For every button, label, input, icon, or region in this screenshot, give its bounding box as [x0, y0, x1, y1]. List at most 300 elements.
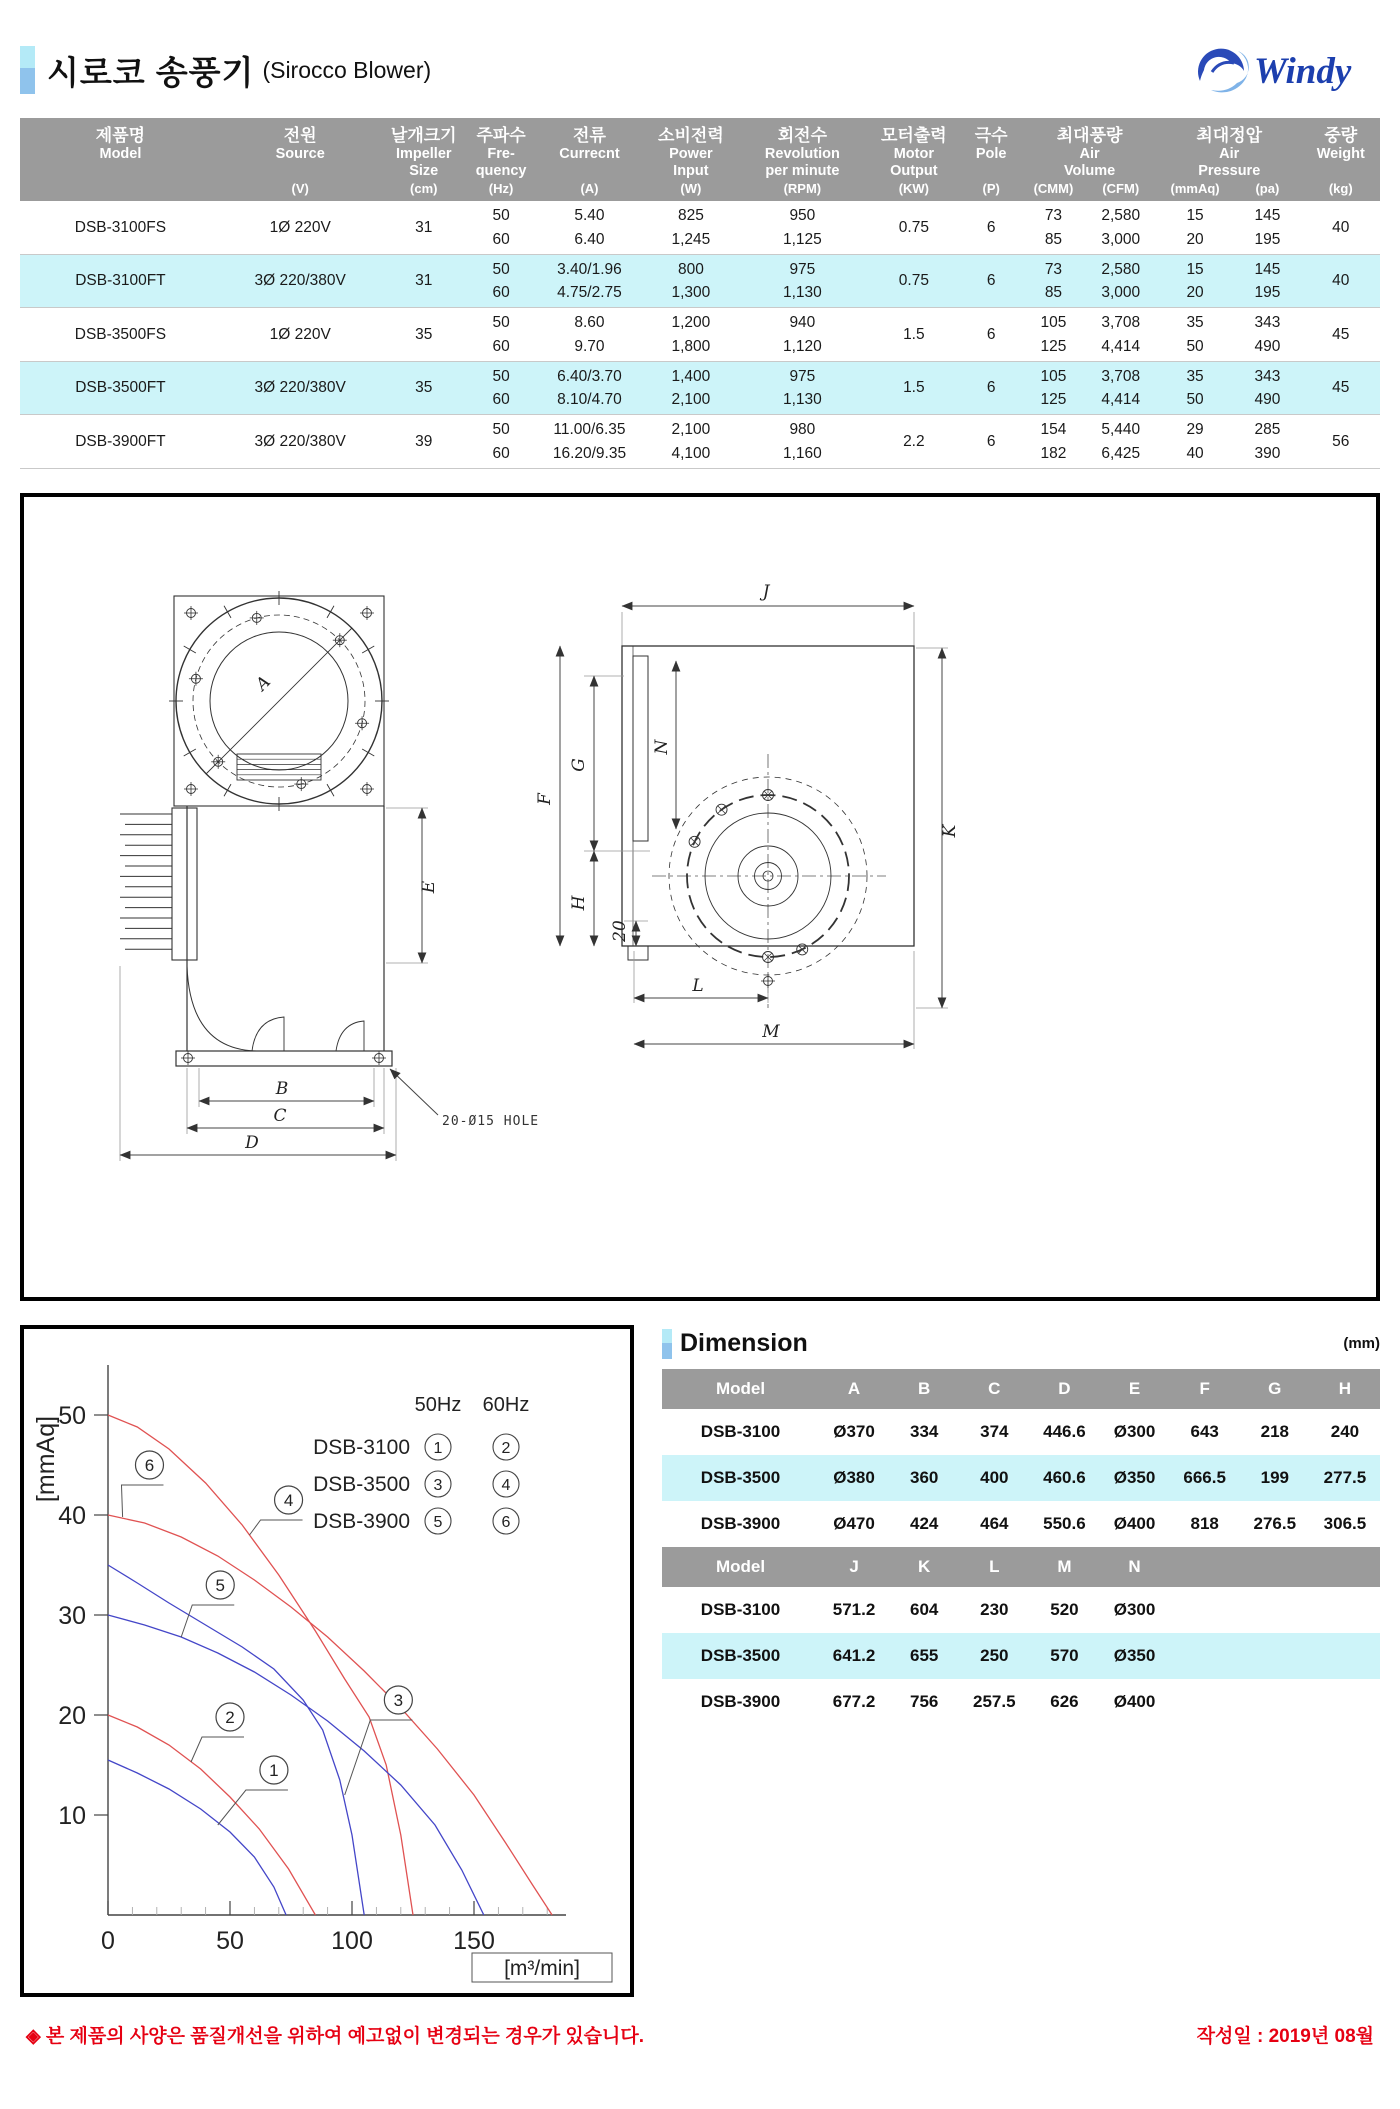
dim-cell-value: 334: [909, 1421, 939, 1441]
spec-unit-pressure-1: (pa): [1233, 181, 1301, 201]
dim-cell-value: 655: [889, 1633, 959, 1679]
spec-cell-cmm: [1022, 415, 1084, 469]
spec-col-rpm: [737, 118, 868, 181]
dim-cell-value: 400: [959, 1455, 1029, 1501]
spec-cell-pole: 6: [960, 415, 1022, 469]
spec-cell-current-60hz: 8.10/4.70: [557, 391, 622, 409]
legend-model-label: DSB-3100: [313, 1435, 410, 1459]
dim-cell-value: 550.6: [1043, 1513, 1086, 1533]
dim-label-20: 20: [610, 920, 630, 942]
spec-cell-cmm-60hz: 125: [1040, 391, 1067, 409]
spec-cell-cmm-60hz: 125: [1040, 337, 1067, 355]
spec-cell-hz-60hz: 60: [492, 337, 510, 355]
col-label-en: per minute: [765, 163, 840, 180]
spec-cell-power-60hz: 1,245: [671, 230, 711, 248]
spec-cell-power-50hz: 825: [677, 207, 704, 225]
page-footer: [20, 2017, 1380, 2048]
spec-row-DSB-3100FT: [20, 254, 1380, 308]
spec-cell-model: DSB-3500FT: [20, 361, 221, 415]
dim-cell-value: Ø380: [819, 1455, 889, 1501]
plus-mark-icons: [181, 606, 775, 1065]
spec-cell-hz-50hz: 50: [492, 314, 510, 332]
y-tick-label: 50: [58, 1401, 86, 1430]
spec-cell-current: [534, 308, 644, 362]
spec-cell-motor: 0.75: [868, 254, 960, 308]
spec-cell-cfm-60hz: 6,425: [1101, 444, 1141, 462]
spec-cell-rpm: [737, 254, 868, 308]
spec-unit-volume-1: (CFM): [1085, 181, 1157, 201]
col-label-en: Power: [669, 146, 713, 163]
col-label-en: Pressure: [1198, 163, 1261, 180]
dim-cell-value: 460.6: [1029, 1455, 1099, 1501]
spec-cell-current-50hz: 8.60: [574, 314, 605, 332]
spec-cell-pa-50hz: 145: [1254, 207, 1281, 225]
spec-cell-cfm-60hz: 4,414: [1101, 337, 1141, 355]
spec-row-DSB-3900FT: [20, 415, 1380, 469]
windy-logo-mark: [1198, 49, 1249, 93]
spec-unit-volume-0: (CMM): [1022, 181, 1084, 201]
dim-cell-value: 666.5: [1170, 1455, 1240, 1501]
dim-cell-value: 571.2: [832, 1599, 876, 1619]
spec-cell-model: DSB-3100FS: [20, 201, 221, 254]
dim-label-C: C: [273, 1105, 287, 1126]
dim-cell-value: 643: [1190, 1421, 1219, 1441]
spec-cell-current: [534, 254, 644, 308]
spec-cell-pole: 6: [960, 308, 1022, 362]
col-label-ko: 중량: [1324, 126, 1358, 145]
spec-cell-power: [645, 308, 737, 362]
spec-cell-cmm-60hz: 85: [1044, 230, 1063, 248]
spec-unit-source: (V): [221, 181, 380, 201]
dim-cell-value: 230: [980, 1599, 1009, 1619]
y-tick-label: 10: [58, 1801, 86, 1830]
legend-mark-number: 1: [433, 1439, 443, 1457]
dim-label-L: L: [692, 975, 704, 996]
legend-hz-header: 50Hz: [414, 1393, 462, 1416]
col-label-en: Model: [99, 146, 142, 163]
spec-cell-cmm: [1022, 308, 1084, 362]
spec-cell-mmaq-50hz: 29: [1186, 421, 1204, 439]
spec-cell-rpm-50hz: 940: [789, 314, 816, 332]
spec-cell-pa-60hz: 490: [1254, 337, 1281, 355]
dim-label-H: H: [569, 895, 589, 911]
dim-col-E: E: [1099, 1369, 1169, 1409]
dim-cell-value: 756: [909, 1691, 939, 1711]
col-label-ko: 제품명: [95, 126, 146, 145]
footer-note: ◈ 본 제품의 사양은 품질개선을 위하여 예고없이 변경되는 경우가 있습니다.: [26, 2025, 645, 2047]
col-label-en: Source: [275, 146, 325, 163]
spec-cell-impeller: 39: [380, 415, 468, 469]
spec-cell-mmaq: [1157, 254, 1233, 308]
dim-head-row: [662, 1369, 1380, 1409]
spec-cell-motor: 0.75: [868, 201, 960, 254]
col-label-en: Impeller: [395, 146, 452, 163]
dim-col-Model: Model: [662, 1547, 819, 1587]
spec-cell-current-50hz: 11.00/6.35: [553, 421, 626, 439]
spec-unit-power: (W): [645, 181, 737, 201]
dim-cell-value: Ø400: [1113, 1691, 1156, 1711]
spec-cell-cfm: [1085, 415, 1157, 469]
spec-col-pole: [960, 118, 1022, 181]
spec-cell-mmaq-60hz: 20: [1186, 230, 1204, 248]
spec-cell-power-50hz: 1,200: [671, 314, 711, 332]
dim-cell-value: Ø370: [833, 1421, 875, 1441]
dim-col-G: G: [1240, 1369, 1310, 1409]
dim-cell-value: 374: [980, 1421, 1009, 1441]
spec-cell-pa-60hz: 390: [1254, 444, 1281, 462]
dim-cell-value: 424: [909, 1513, 939, 1533]
shaft-circles: [652, 754, 886, 1008]
spec-cell-source: 3Ø 220/380V: [221, 254, 380, 308]
col-label-en: Output: [890, 163, 938, 180]
dim-label-J: J: [762, 581, 770, 602]
dim-cell-empty: [1310, 1633, 1380, 1679]
spec-cell-cfm: [1085, 254, 1157, 308]
spec-cell-motor: 1.5: [868, 308, 960, 362]
spec-cell-power-50hz: 800: [677, 260, 704, 278]
spec-cell-power-50hz: 2,100: [671, 421, 711, 439]
spec-cell-weight: 56: [1302, 415, 1380, 469]
spec-cell-hz: [468, 254, 534, 308]
dim-row-DSB-3900: [662, 1679, 1380, 1725]
spec-cell-pa: [1233, 201, 1301, 254]
spec-cell-cmm: [1022, 201, 1084, 254]
spec-cell-hz-60hz: 60: [492, 230, 510, 248]
spec-cell-hz: [468, 201, 534, 254]
dim-cell-empty: [1170, 1679, 1240, 1725]
spec-cell-current: [534, 415, 644, 469]
spec-col-pressure: [1157, 118, 1302, 181]
spec-cell-mmaq-50hz: 15: [1186, 260, 1204, 278]
col-label-ko: 전류: [573, 126, 606, 145]
dim-label-K: K: [940, 824, 960, 838]
dim-cell-value: Ø350: [1099, 1633, 1169, 1679]
x-tick-label: 150: [453, 1926, 495, 1955]
spec-cell-rpm: [737, 361, 868, 415]
dim-label-B: B: [275, 1078, 289, 1099]
dim-cell-value: 199: [1240, 1455, 1310, 1501]
dim-cell-value: 464: [980, 1513, 1009, 1533]
legend-mark-number: 2: [501, 1439, 511, 1457]
spec-cell-cmm-50hz: 73: [1044, 207, 1063, 225]
spec-cell-cfm-50hz: 3,708: [1101, 314, 1141, 332]
dim-cell-value: 276.5: [1253, 1513, 1297, 1533]
dim-row-DSB-3500: [662, 1455, 1380, 1501]
dim-head-row: [662, 1547, 1380, 1587]
spec-cell-rpm-50hz: 980: [789, 421, 816, 439]
curve-mark-number: 4: [283, 1490, 294, 1510]
y-tick-label: 30: [58, 1601, 86, 1630]
dim-label-E: E: [419, 880, 439, 894]
dim-cell-value: 446.6: [1043, 1421, 1086, 1441]
spec-unit-rpm: (RPM): [737, 181, 868, 201]
spec-cell-cmm-50hz: 105: [1040, 314, 1067, 332]
col-label-en: Fre-: [487, 146, 515, 163]
spec-cell-mmaq-60hz: 20: [1186, 284, 1204, 302]
spec-cell-current-50hz: 6.40/3.70: [557, 367, 622, 385]
dim-cell-value: Ø400: [1113, 1513, 1156, 1533]
dim-col-N: N: [1099, 1547, 1169, 1587]
dim-cell-model: DSB-3900: [700, 1513, 781, 1533]
dim-cell-value: 218: [1260, 1421, 1289, 1441]
spec-cell-hz: [468, 361, 534, 415]
spec-cell-mmaq: [1157, 201, 1233, 254]
blower-drawing-svg: [24, 497, 1376, 1297]
spec-cell-model: DSB-3100FT: [20, 254, 221, 308]
spec-cell-rpm-60hz: 1,130: [782, 391, 822, 409]
spec-cell-mmaq-50hz: 35: [1186, 367, 1204, 385]
col-label-en: Volume: [1063, 163, 1116, 180]
spec-unit-current: (A): [534, 181, 644, 201]
dim-col-D: D: [1029, 1369, 1099, 1409]
col-label-ko: 모터출력: [881, 126, 947, 145]
spec-cell-hz: [468, 308, 534, 362]
spec-cell-mmaq-60hz: 40: [1186, 444, 1204, 462]
col-label-ko: 주파수: [476, 126, 526, 145]
spec-table-header: [20, 118, 1380, 201]
spec-cell-mmaq: [1157, 415, 1233, 469]
spec-cell-cmm: [1022, 254, 1084, 308]
dimension-accent-bar: [662, 1329, 672, 1359]
spec-cell-current-60hz: 4.75/2.75: [557, 284, 622, 302]
spec-cell-rpm-50hz: 950: [789, 207, 816, 225]
spec-cell-hz-50hz: 50: [492, 260, 510, 278]
spec-cell-pole: 6: [960, 201, 1022, 254]
spec-cell-pa-60hz: 195: [1254, 284, 1281, 302]
spec-cell-cmm-50hz: 73: [1044, 260, 1063, 278]
side-view: [535, 582, 960, 1049]
spec-cell-mmaq-50hz: 15: [1186, 207, 1204, 225]
dim-cell-value: 604: [909, 1599, 939, 1619]
performance-chart-svg: [24, 1329, 622, 1985]
curve-2-DSB-3100-60Hz: [108, 1715, 315, 1915]
spec-cell-weight: 40: [1302, 201, 1380, 254]
dim-col-F: F: [1170, 1369, 1240, 1409]
spec-cell-rpm-50hz: 975: [789, 367, 816, 385]
spec-cell-pa-50hz: 145: [1254, 260, 1281, 278]
title-accent-bar: [20, 46, 35, 94]
col-label-ko: 최대정압: [1196, 126, 1263, 145]
col-label-en: Revolution: [764, 146, 840, 163]
col-label-ko: 전원: [283, 126, 317, 145]
dim-cell-value: 257.5: [973, 1691, 1016, 1711]
spec-cell-pa: [1233, 308, 1301, 362]
dim-label-D: D: [245, 1132, 259, 1153]
dimension-unit: (mm): [1343, 1335, 1380, 1353]
dim-cell-value: 520: [1050, 1599, 1079, 1619]
spec-cell-cmm-50hz: 154: [1040, 421, 1067, 439]
dim-cell-model: DSB-3500: [662, 1455, 819, 1501]
dim-cell-empty: [1240, 1633, 1310, 1679]
curve-mark-number: 5: [215, 1575, 225, 1595]
dim-col-empty: [1170, 1547, 1240, 1587]
spec-cell-source: 1Ø 220V: [221, 308, 380, 362]
page-title: 시로코 송풍기: [47, 53, 255, 91]
spec-cell-cmm-60hz: 85: [1044, 284, 1063, 302]
spec-cell-current-60hz: 16.20/9.35: [552, 444, 627, 462]
spec-cell-rpm-60hz: 1,125: [782, 230, 822, 248]
col-label-ko: 날개크기: [390, 126, 457, 145]
spec-col-model: [20, 118, 221, 201]
spec-col-freq: [468, 118, 534, 181]
spec-col-weight: [1302, 118, 1380, 181]
footer-date: 작성일 : 2019년 08월: [1196, 2025, 1374, 2047]
spec-cell-cfm-50hz: 3,708: [1101, 367, 1141, 385]
col-label-en: Weight: [1316, 146, 1365, 163]
spec-cell-pole: 6: [960, 361, 1022, 415]
y-tick-label: 40: [58, 1501, 86, 1530]
spec-cell-hz-50hz: 50: [492, 421, 510, 439]
dim-cell-value: 818: [1190, 1513, 1219, 1533]
dim-label-G: G: [569, 758, 589, 772]
dim-cell-value: Ø470: [833, 1513, 875, 1533]
spec-cell-cfm-50hz: 2,580: [1101, 207, 1141, 225]
dim-cell-value: 240: [1330, 1421, 1360, 1441]
col-label-ko: 극수: [974, 126, 1008, 145]
spec-cell-hz-50hz: 50: [492, 207, 510, 225]
spec-cell-cfm: [1085, 361, 1157, 415]
spec-unit-pole: (P): [960, 181, 1022, 201]
spec-cell-cmm: [1022, 361, 1084, 415]
curve-mark-number: 3: [393, 1690, 404, 1710]
curve-5-DSB-3900-50Hz: [108, 1615, 484, 1915]
spec-cell-hz-50hz: 50: [492, 367, 510, 385]
spec-unit-pressure-0: (mmAq): [1157, 181, 1233, 201]
spec-cell-power-60hz: 1,800: [671, 337, 711, 355]
curve-6-DSB-3900-60Hz: [108, 1515, 552, 1915]
spec-cell-rpm-50hz: 975: [789, 260, 816, 278]
spec-table-body: [20, 201, 1380, 468]
legend-hz-header: 60Hz: [482, 1393, 530, 1416]
col-label-ko: 소비전력: [658, 126, 724, 145]
spec-col-impeller: [380, 118, 468, 181]
dim-cell-model: DSB-3500: [662, 1633, 819, 1679]
col-label-en: Size: [409, 163, 439, 180]
spec-cell-power: [645, 361, 737, 415]
spec-cell-current: [534, 201, 644, 254]
spec-cell-cfm: [1085, 201, 1157, 254]
x-tick-label: 0: [101, 1926, 115, 1955]
windy-logo-text: Windy: [1254, 51, 1352, 92]
spec-cell-weight: 45: [1302, 308, 1380, 362]
legend-model-label: DSB-3900: [313, 1509, 410, 1533]
dim-cell-value: 641.2: [819, 1633, 889, 1679]
spec-cell-cfm-50hz: 2,580: [1101, 260, 1141, 278]
spec-cell-rpm-60hz: 1,130: [782, 284, 822, 302]
dim-cell-empty: [1310, 1587, 1380, 1633]
dim-row-DSB-3900: [662, 1501, 1380, 1547]
dim-cell-empty: [1170, 1587, 1240, 1633]
col-label-ko: 최대풍량: [1056, 126, 1123, 145]
front-view: [120, 591, 539, 1161]
spec-cell-rpm-60hz: 1,120: [782, 337, 822, 355]
dimension-title: Dimension: [680, 1329, 808, 1358]
dim-row-DSB-3500: [662, 1633, 1380, 1679]
col-label-en: Currecnt: [559, 146, 620, 163]
col-label-en: quency: [475, 163, 527, 180]
spec-cell-cfm-50hz: 5,440: [1101, 421, 1141, 439]
spec-cell-mmaq: [1157, 308, 1233, 362]
spec-cell-weight: 40: [1302, 254, 1380, 308]
spec-cell-model: DSB-3900FT: [20, 415, 221, 469]
page-header: [20, 38, 1380, 102]
dim-col-A: A: [819, 1369, 889, 1409]
spec-unit-freq: (Hz): [468, 181, 534, 201]
dim-cell-value: Ø300: [1113, 1421, 1156, 1441]
dim-col-C: C: [959, 1369, 1029, 1409]
spec-cell-current-50hz: 5.40: [574, 207, 605, 225]
legend-mark-number: 5: [433, 1513, 443, 1531]
x-tick-label: 100: [331, 1926, 373, 1955]
spec-col-motor: [868, 118, 960, 181]
performance-chart: [20, 1325, 634, 1997]
x-tick-label: 50: [216, 1926, 244, 1955]
spec-cell-power-50hz: 1,400: [671, 367, 711, 385]
y-tick-label: 20: [58, 1701, 86, 1730]
spec-cell-power-60hz: 4,100: [671, 444, 711, 462]
spec-col-source: [221, 118, 380, 181]
spec-cell-weight: 45: [1302, 361, 1380, 415]
dim-cell-empty: [1170, 1633, 1240, 1679]
dim-row-DSB-3100: [662, 1409, 1380, 1455]
dim-cell-value: 677.2: [832, 1691, 876, 1711]
dim-col-M: M: [1029, 1547, 1099, 1587]
spec-cell-pa-50hz: 285: [1254, 421, 1281, 439]
spec-cell-current: [534, 361, 644, 415]
inlet-grille-lines: [237, 759, 321, 775]
spec-row-DSB-3500FS: [20, 308, 1380, 362]
dimension-table-abcdefgh: [662, 1369, 1380, 1547]
spec-cell-rpm: [737, 201, 868, 254]
motor-fins: [120, 814, 172, 949]
technical-drawing: [20, 493, 1380, 1301]
spec-cell-pa-60hz: 490: [1254, 391, 1281, 409]
spec-cell-current-60hz: 6.40: [574, 230, 605, 248]
spec-units-row: [20, 181, 1380, 201]
dim-cell-value: 626: [1050, 1691, 1079, 1711]
spec-cell-power-60hz: 2,100: [671, 391, 711, 409]
dim-col-K: K: [889, 1547, 959, 1587]
dim-cell-empty: [1240, 1587, 1310, 1633]
page-title-en: (Sirocco Blower): [262, 56, 432, 83]
spec-cell-model: DSB-3500FS: [20, 308, 221, 362]
spec-cell-pa-50hz: 343: [1254, 367, 1281, 385]
spec-cell-source: 1Ø 220V: [221, 201, 380, 254]
dim-cell-value: 360: [889, 1455, 959, 1501]
spec-cell-hz-60hz: 60: [492, 444, 510, 462]
spec-cell-rpm: [737, 308, 868, 362]
spec-cell-rpm: [737, 415, 868, 469]
spec-unit-motor: (KW): [868, 181, 960, 201]
legend-mark-number: 3: [433, 1476, 443, 1494]
dim-col-empty: [1310, 1547, 1380, 1587]
spec-cell-impeller: 31: [380, 254, 468, 308]
spec-cell-power-60hz: 1,300: [671, 284, 711, 302]
windy-logo: [1190, 39, 1380, 101]
dim-label-M: M: [762, 1021, 780, 1042]
spec-cell-current-50hz: 3.40/1.96: [557, 260, 622, 278]
dim-label-F: F: [535, 793, 555, 805]
spec-cell-pa-60hz: 195: [1254, 230, 1281, 248]
spec-cell-mmaq: [1157, 361, 1233, 415]
spec-cell-motor: 1.5: [868, 361, 960, 415]
x-axis-label: [m³/min]: [504, 1956, 580, 1980]
bottom-section: [20, 1325, 1380, 1997]
spec-cell-pa: [1233, 415, 1301, 469]
col-label-en: Air: [1079, 146, 1100, 163]
spec-cell-pole: 6: [960, 254, 1022, 308]
col-label-en: Air: [1219, 146, 1240, 163]
